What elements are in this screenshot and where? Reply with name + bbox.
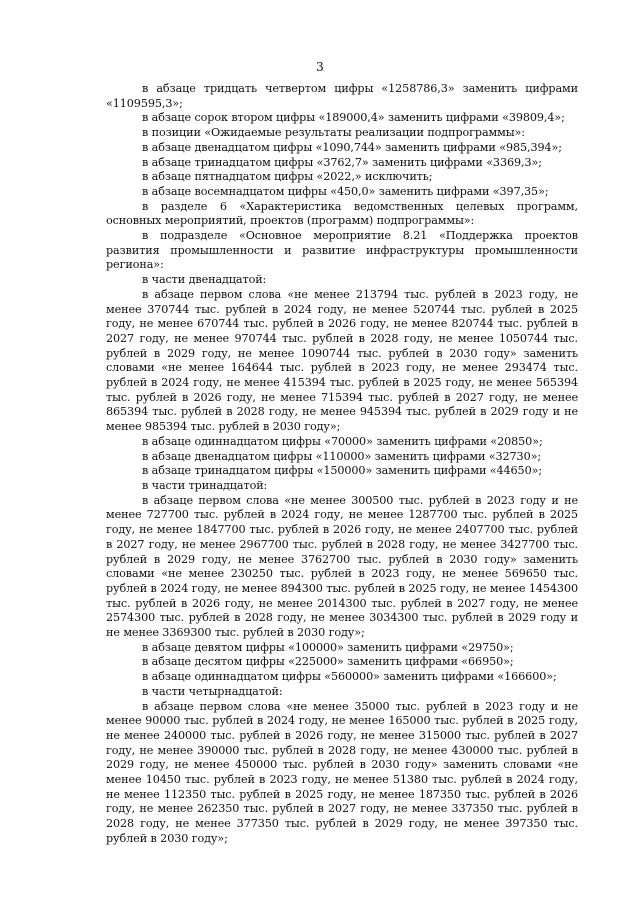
paragraph: в абзаце десятом цифры «225000» заменить цифрами «66950»;	[142, 655, 514, 669]
paragraph: в абзаце пятнадцатом цифры «2022,» исключить;	[142, 170, 433, 184]
paragraph: в абзаце сорок втором цифры «189000,4» заменить цифрами «39809,4»;	[142, 111, 565, 125]
paragraph: в позиции «Ожидаемые результаты реализации подпрограммы»:	[142, 126, 525, 140]
paragraph: в абзаце тринадцатом цифры «150000» заменить цифрами «44650»;	[142, 464, 542, 478]
paragraph: в абзаце первом слова «не менее 213794 тыс. рублей в 2023 году, не менее 370744 тыс. рублей в 2024 году, не менее 520744 тыс. рублей в 2025 году, не менее 670744 тыс. рублей в 2026 году, не менее 820744 тыс. рублей в 2027 году, не менее 970744 тыс. рублей в 2028 году, не менее 1050744 тыс. рублей в 2029 году, не менее 1090744 тыс. рублей в 2030 году» заменить словами «не менее 164644 тыс. рублей в 2023 году, не менее 293474 тыс. рублей в 2024 году, не менее 415394 тыс. рублей в 2025 году, не менее 565394 тыс. рублей в 2026 году, не менее 715394 тыс. рублей в 2027 году, не менее 865394 тыс. рублей в 2028 году, не менее 945394 тыс. рублей в 2029 году и не менее 985394 тыс. рублей в 2030 году»;	[106, 287, 578, 434]
paragraph: в абзаце двенадцатом цифры «110000» заменить цифрами «32730»;	[142, 449, 541, 463]
paragraph: в абзаце двенадцатом цифры «1090,744» заменить цифрами «985,394»;	[142, 140, 562, 154]
paragraph: в абзаце тринадцатом цифры «3762,7» заменить цифрами «3369,3»;	[142, 155, 542, 169]
paragraph: в части тринадцатой:	[142, 478, 268, 492]
paragraph: в абзаце восемнадцатом цифры «450,0» заменить цифрами «397,35»;	[142, 184, 549, 198]
paragraph: в абзаце девятом цифры «100000» заменить цифрами «29750»;	[142, 640, 514, 654]
paragraph: в абзаце первом слова «не менее 35000 тыс. рублей в 2023 году и не менее 90000 тыс. рублей в 2024 году, не менее 165000 тыс. рублей в 2025 году, не менее 240000 тыс. рублей в 2026 году, не менее 315000 тыс. рублей в 2027 году, не менее 390000 тыс. рублей в 2028 году, не менее 430000 тыс. рублей в 2029 году, не менее 450000 тыс. рублей в 2030 году» заменить словами «не менее 10450 тыс. рублей в 2023 году, не менее 51380 тыс. рублей в 2024 году, не менее 112350 тыс. рублей в 2025 году, не менее 187350 тыс. рублей в 2026 году, не менее 262350 тыс. рублей в 2027 году, не менее 337350 тыс. рублей в 2028 году, не менее 377350 тыс. рублей в 2029 году, не менее 397350 тыс. рублей в 2030 году»;	[106, 699, 578, 845]
page-number: 3	[316, 60, 324, 74]
paragraph: в абзаце одиннадцатом цифры «560000» заменить цифрами «166600»;	[142, 670, 557, 684]
paragraph: в разделе 6 «Характеристика ведомственных целевых программ, основных мероприятий, проектов (программ) подпрограммы»:	[106, 199, 578, 228]
document-body	[106, 82, 578, 847]
paragraph: в абзаце тридцать четвертом цифры «1258786,3» заменить цифрами «1109595,3»;	[106, 82, 578, 110]
paragraph: в части двенадцатой:	[142, 273, 267, 287]
paragraph: в абзаце одиннадцатом цифры «70000» заменить цифрами «20850»;	[142, 434, 543, 448]
paragraph: в абзаце первом слова «не менее 300500 тыс. рублей в 2023 году и не менее 727700 тыс. рублей в 2024 году, не менее 1287700 тыс. рублей в 2025 году, не менее 1847700 тыс. рублей в 2026 году, не менее 2407700 тыс. рублей в 2027 году, не менее 2967700 тыс. рублей в 2028 году, не менее 3427700 тыс. рублей в 2029 году, не менее 3762700 тыс. рублей в 2030 году» заменить словами «не менее 230250 тыс. рублей в 2023 году, не менее 569650 тыс. рублей в 2024 году, не менее 894300 тыс. рублей в 2025 году, не менее 1454300 тыс. рублей в 2026 году, не менее 2014300 тыс. рублей в 2027 году, не менее 2574300 тыс. рублей в 2028 году, не менее 3034300 тыс. рублей в 2029 году и не менее 3369300 тыс. рублей в 2030 году»;	[106, 493, 578, 640]
paragraph: в подразделе «Основное мероприятие 8.21 «Поддержка проектов развития промышленности и развитие инфраструктуры промышленности региона»:	[106, 229, 578, 272]
paragraph: в части четырнадцатой:	[142, 684, 283, 698]
